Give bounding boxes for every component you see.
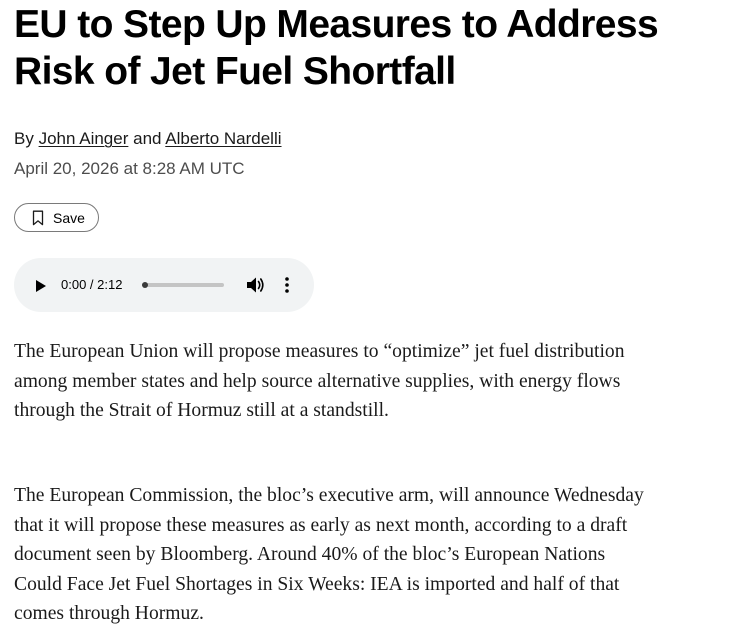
article-headline [14,1,751,95]
article-paragraph: The European Commission, the bloc’s executive arm, will announce Wednesday that it will propose these measures as early as next month, according to a draft document seen by Bloomberg. Around 40% of the bloc’s European Nations Could Face Jet Fuel Shortages in Six Weeks: IEA is imported and half of that comes through Hormuz. [14,485,644,624]
author-link-alberto-nardelli[interactable]: Alberto Nardelli [165,129,282,148]
audio-player [14,258,314,312]
volume-icon[interactable] [247,277,265,293]
save-button-label: Save [53,209,85,226]
save-button[interactable] [14,203,99,232]
headline-line-2: Risk of Jet Fuel Shortfall [14,50,456,93]
publish-date: April 20, 2026 at 8:28 AM UTC [14,159,245,178]
article-paragraph: The European Union will propose measures to “optimize” jet fuel distribution among member states and help source alternative supplies, with energy flows through the Strait of Hormuz still at a standstill. [14,341,625,421]
author-link-john-ainger[interactable]: John Ainger [38,129,129,148]
audio-progress-thumb[interactable] [142,282,148,288]
byline [14,127,282,151]
audio-time: 0:00 / 2:12 [61,277,123,292]
more-vertical-icon[interactable] [284,276,290,294]
bookmark-icon [32,210,44,226]
byline-conjunction: and [133,129,162,148]
headline-line-1: EU to Step Up Measures to Address [14,3,659,46]
play-icon[interactable] [36,279,46,291]
byline-prefix: By [14,129,34,148]
audio-progress-slider[interactable] [142,283,224,287]
